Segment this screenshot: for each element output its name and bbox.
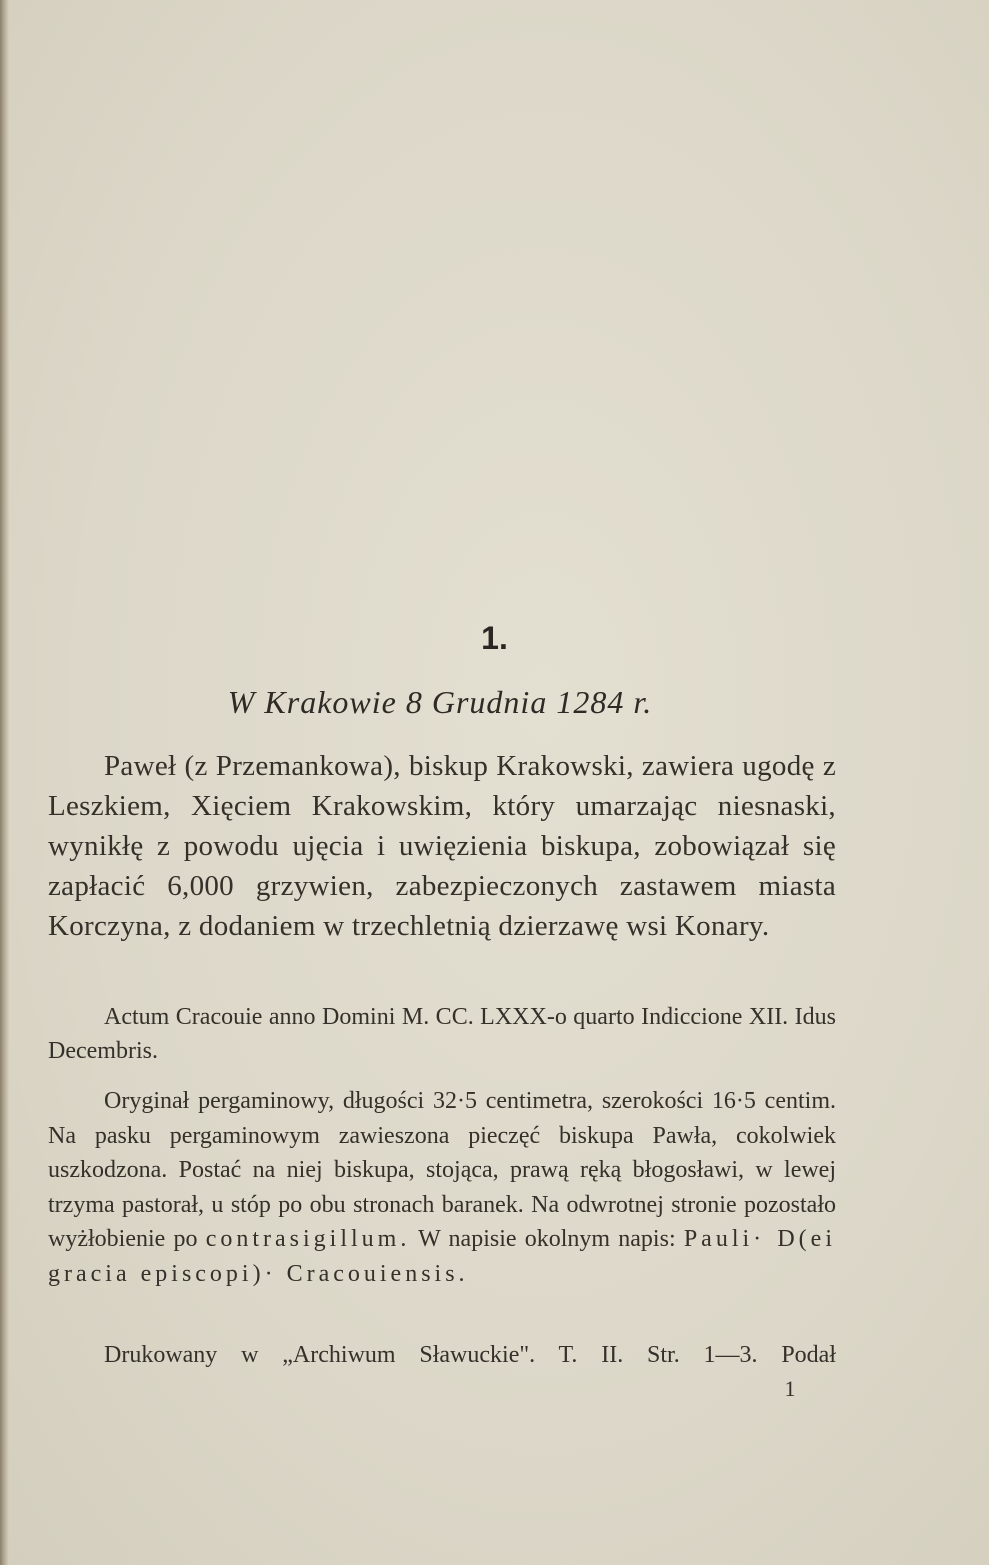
document-summary: Paweł (z Przemankowa), biskup Krakowski, zawiera ugodę z Leszkiem, Xięciem Krakowskim, który umarzając niesnaski, wynikłę z powodu ujęcia i uwięzienia biskupa, zobowiązał się zapłacić 6,000 grzywien, zabezpieczonych zastawem miasta Korczyna, z dodaniem w trzechletnią dzierzawę wsi Konary. — [48, 750, 836, 942]
latin-dating-clause: Actum Cracouie anno Domini M. CC. LXXX-o quarto Indiccione XII. Idus Decembris. — [48, 1004, 836, 1064]
seal-inscription: Pauli· D(ei gracia episcopi)· Cracouiensis. — [48, 1226, 836, 1287]
page-number: 1 — [784, 1376, 796, 1401]
document-number: 1. — [481, 620, 508, 656]
contrasigillum-word: contrasigillum. — [205, 1226, 411, 1252]
book-spine-edge — [0, 0, 9, 1565]
document-date-heading: W Krakowie 8 Grudnia 1284 r. — [227, 684, 653, 720]
description-main-text: Oryginał pergaminowy, długości 32·5 centimetra, szerokości 16·5 centim. Na pasku pergaminowym zawieszona pieczęć biskupa Pawła, cokolwiek uszkodzona. Postać na niej biskupa, stojąca, prawą ręką błogosławi, w lewej trzyma pastorał, u stóp po obu stronach baranek. Na odwrotnej stronie pozostało wyżłobienie po — [48, 1088, 836, 1252]
inscription-intro: W napisie okolnym napis: — [418, 1226, 676, 1252]
physical-description — [48, 1084, 836, 1291]
printed-in-note: Drukowany w „Archiwum Sławuckie". T. II. Str. 1—3. Podał — [104, 1342, 836, 1368]
